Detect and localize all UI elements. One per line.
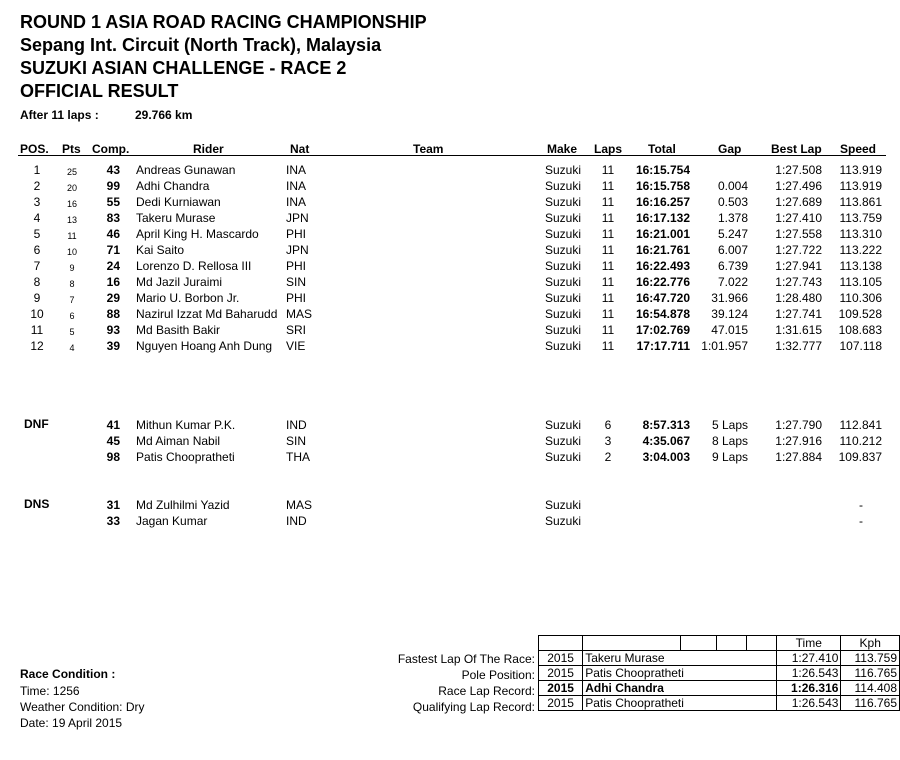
comp-cell: 29: [106, 291, 120, 305]
make-cell: Suzuki: [545, 450, 582, 464]
laps-cell: 11: [601, 243, 615, 257]
make-cell: Suzuki: [545, 275, 582, 289]
pos-cell: 3: [33, 195, 41, 209]
speed-cell: 109.837: [838, 450, 882, 464]
laps-cell: 2: [604, 450, 612, 464]
race-condition-title: Race Condition :: [20, 667, 116, 681]
pos-cell: 4: [33, 211, 41, 225]
rider-cell: Md Jazil Juraimi: [136, 275, 223, 289]
pos-cell: 8: [33, 275, 41, 289]
gap-cell: 8 Laps: [711, 434, 748, 448]
rider-cell: Dedi Kurniawan: [136, 195, 221, 209]
record-row: [539, 681, 900, 696]
col-laps: Laps: [594, 142, 623, 156]
speed-cell: -: [859, 514, 863, 528]
pts-cell: 9: [69, 263, 75, 273]
record-row: [539, 666, 900, 681]
total-cell: 16:16.257: [635, 195, 690, 209]
rider-cell: Lorenzo D. Rellosa III: [136, 259, 252, 273]
gap-cell: 9 Laps: [711, 450, 748, 464]
comp-cell: 98: [106, 450, 120, 464]
col-nat: Nat: [290, 142, 310, 156]
rider-cell: Kai Saito: [136, 243, 185, 257]
pos-cell: 9: [33, 291, 41, 305]
records-time-header: Time: [777, 636, 841, 651]
record-kph-cell: 113.759: [841, 651, 900, 666]
speed-cell: 113.222: [839, 243, 882, 257]
gap-cell: 6.007: [717, 243, 748, 257]
comp-cell: 71: [106, 243, 120, 257]
comp-cell: 33: [106, 514, 120, 528]
header-rule: [18, 155, 886, 156]
nat-cell: THA: [286, 450, 310, 464]
nat-cell: INA: [286, 179, 307, 193]
make-cell: Suzuki: [545, 227, 582, 241]
comp-cell: 41: [106, 418, 120, 432]
pos-cell: 6: [33, 243, 41, 257]
nat-cell: JPN: [286, 243, 309, 257]
championship-title: ROUND 1 ASIA ROAD RACING CHAMPIONSHIP: [20, 12, 427, 32]
nat-cell: PHI: [286, 259, 307, 273]
gap-cell: 0.503: [717, 195, 748, 209]
record-row: [539, 651, 900, 666]
laps-cell: 11: [601, 195, 615, 209]
record-kph-cell: 116.765: [841, 666, 900, 681]
laps-label: After 11 laps :: [20, 108, 99, 122]
dnf-label: DNF: [24, 417, 49, 431]
total-cell: 16:54.878: [635, 307, 690, 321]
speed-cell: 113.919: [839, 163, 882, 177]
rider-cell: Jagan Kumar: [136, 514, 208, 528]
rider-cell: Md Aiman Nabil: [136, 434, 221, 448]
best-lap-cell: 1:27.508: [775, 163, 822, 177]
nat-cell: PHI: [286, 291, 307, 305]
rider-cell: Md Basith Bakir: [136, 323, 221, 337]
nat-cell: SRI: [286, 323, 307, 337]
pts-cell: 8: [69, 279, 75, 289]
pts-cell: 25: [66, 167, 77, 177]
laps-cell: 11: [601, 291, 615, 305]
record-label: Race Lap Record:: [438, 684, 535, 698]
speed-cell: 110.306: [839, 291, 882, 305]
record-rider-cell: Adhi Chandra: [583, 681, 777, 696]
total-cell: 4:35.067: [642, 434, 690, 448]
total-cell: 16:21.761: [635, 243, 690, 257]
pts-cell: 13: [66, 215, 77, 225]
rider-cell: Nguyen Hoang Anh Dung: [136, 339, 273, 353]
pos-cell: 7: [33, 259, 41, 273]
pts-cell: 5: [69, 327, 75, 337]
speed-cell: 107.118: [839, 339, 882, 353]
pts-cell: 20: [66, 183, 77, 193]
circuit-title: Sepang Int. Circuit (North Track), Malaysia: [20, 35, 382, 55]
record-label: Pole Position:: [461, 668, 535, 682]
comp-cell: 24: [106, 259, 120, 273]
comp-cell: 45: [106, 434, 120, 448]
nat-cell: IND: [286, 514, 307, 528]
laps-cell: 11: [601, 179, 615, 193]
dns-label: DNS: [24, 497, 50, 511]
speed-cell: 113.861: [839, 195, 882, 209]
total-cell: 16:22.493: [635, 259, 690, 273]
make-cell: Suzuki: [545, 211, 582, 225]
result-title: OFFICIAL RESULT: [20, 81, 179, 101]
best-lap-cell: 1:27.790: [775, 418, 822, 432]
total-cell: 8:57.313: [642, 418, 690, 432]
make-cell: Suzuki: [545, 259, 582, 273]
col-rider: Rider: [193, 142, 224, 156]
speed-cell: 110.212: [839, 434, 882, 448]
race-title: SUZUKI ASIAN CHALLENGE - RACE 2: [20, 58, 347, 78]
total-cell: 16:15.754: [635, 163, 690, 177]
make-cell: Suzuki: [545, 291, 582, 305]
make-cell: Suzuki: [545, 323, 582, 337]
total-cell: 17:17.711: [636, 339, 690, 353]
pos-cell: 1: [33, 163, 41, 177]
pts-cell: 11: [67, 231, 77, 241]
record-time-cell: 1:27.410: [777, 651, 841, 666]
best-lap-cell: 1:27.916: [775, 434, 822, 448]
best-lap-cell: 1:27.689: [775, 195, 822, 209]
laps-cell: 11: [601, 227, 615, 241]
pts-cell: 7: [69, 295, 75, 305]
laps-cell: 11: [601, 323, 615, 337]
best-lap-cell: 1:27.558: [775, 227, 822, 241]
comp-cell: 16: [106, 275, 120, 289]
rider-cell: Patis Choopratheti: [136, 450, 235, 464]
make-cell: Suzuki: [545, 195, 582, 209]
comp-cell: 93: [106, 323, 120, 337]
comp-cell: 88: [106, 307, 120, 321]
nat-cell: IND: [286, 418, 307, 432]
best-lap-cell: 1:27.884: [775, 450, 822, 464]
comp-cell: 99: [106, 179, 120, 193]
col-comp: Comp.: [92, 142, 130, 156]
speed-cell: -: [859, 498, 863, 512]
best-lap-cell: 1:27.741: [775, 307, 822, 321]
make-cell: Suzuki: [545, 307, 582, 321]
record-rider-cell: Takeru Murase: [583, 651, 777, 666]
speed-cell: 109.528: [838, 307, 882, 321]
rider-cell: Nazirul Izzat Md Baharudd: [136, 307, 278, 321]
rider-cell: Takeru Murase: [136, 211, 216, 225]
total-cell: 16:21.001: [635, 227, 690, 241]
gap-cell: 31.966: [711, 291, 748, 305]
col-best-lap: Best Lap: [771, 142, 822, 156]
weather-condition: Weather Condition: Dry: [20, 700, 145, 714]
laps-cell: 11: [601, 259, 615, 273]
gap-cell: 6.739: [717, 259, 748, 273]
records-header-row: [539, 636, 900, 651]
rider-cell: Mario U. Borbon Jr.: [136, 291, 240, 305]
total-cell: 16:15.758: [635, 179, 690, 193]
rider-cell: Md Zulhilmi Yazid: [136, 498, 230, 512]
distance: 29.766 km: [135, 108, 193, 122]
rider-cell: Adhi Chandra: [136, 179, 210, 193]
col-speed: Speed: [840, 142, 877, 156]
speed-cell: 113.138: [839, 259, 882, 273]
col-make: Make: [547, 142, 578, 156]
nat-cell: SIN: [286, 434, 307, 448]
best-lap-cell: 1:27.410: [775, 211, 822, 225]
laps-cell: 11: [601, 163, 615, 177]
pts-cell: 4: [69, 343, 75, 353]
make-cell: Suzuki: [545, 498, 582, 512]
pts-cell: 16: [66, 199, 77, 209]
best-lap-cell: 1:31.615: [775, 323, 822, 337]
col-gap: Gap: [718, 142, 742, 156]
nat-cell: VIE: [286, 339, 306, 353]
records-table: [538, 635, 900, 711]
gap-cell: 7.022: [717, 275, 748, 289]
make-cell: Suzuki: [545, 418, 582, 432]
laps-cell: 6: [604, 418, 612, 432]
race-date: Date: 19 April 2015: [20, 716, 123, 730]
best-lap-cell: 1:32.777: [775, 339, 822, 353]
make-cell: Suzuki: [545, 514, 582, 528]
best-lap-cell: 1:28.480: [775, 291, 822, 305]
record-rider-cell: Patis Choopratheti: [583, 696, 777, 711]
best-lap-cell: 1:27.743: [775, 275, 822, 289]
make-cell: Suzuki: [545, 179, 582, 193]
record-time-cell: 1:26.543: [777, 696, 841, 711]
make-cell: Suzuki: [545, 243, 582, 257]
record-label: Qualifying Lap Record:: [412, 700, 535, 714]
col-pos: POS.: [20, 142, 49, 156]
make-cell: Suzuki: [545, 163, 582, 177]
nat-cell: JPN: [286, 211, 309, 225]
records-kph-header: Kph: [841, 636, 900, 651]
laps-cell: 11: [601, 339, 615, 353]
comp-cell: 83: [106, 211, 120, 225]
gap-cell: 5 Laps: [711, 418, 748, 432]
nat-cell: INA: [286, 195, 307, 209]
pos-cell: 5: [33, 227, 41, 241]
speed-cell: 113.105: [839, 275, 882, 289]
comp-cell: 31: [106, 498, 120, 512]
best-lap-cell: 1:27.496: [775, 179, 822, 193]
nat-cell: INA: [286, 163, 307, 177]
nat-cell: SIN: [286, 275, 307, 289]
record-year-cell: 2015: [539, 651, 583, 666]
nat-cell: MAS: [286, 307, 313, 321]
record-kph-cell: 116.765: [841, 696, 900, 711]
record-time-cell: 1:26.316: [777, 681, 841, 696]
comp-cell: 39: [106, 339, 120, 353]
total-cell: 16:22.776: [635, 275, 690, 289]
best-lap-cell: 1:27.941: [775, 259, 822, 273]
pos-cell: 10: [30, 307, 44, 321]
total-cell: 16:47.720: [635, 291, 690, 305]
record-row: [539, 696, 900, 711]
gap-cell: 39.124: [711, 307, 748, 321]
total-cell: 3:04.003: [642, 450, 690, 464]
laps-cell: 11: [601, 211, 615, 225]
rider-cell: April King H. Mascardo: [136, 227, 259, 241]
pos-cell: 11: [30, 323, 44, 337]
laps-cell: 11: [601, 275, 615, 289]
record-year-cell: 2015: [539, 696, 583, 711]
gap-cell: 47.015: [711, 323, 748, 337]
pts-cell: 6: [69, 311, 75, 321]
speed-cell: 108.683: [838, 323, 882, 337]
record-year-cell: 2015: [539, 666, 583, 681]
gap-cell: 1.378: [717, 211, 748, 225]
record-time-cell: 1:26.543: [777, 666, 841, 681]
comp-cell: 55: [106, 195, 120, 209]
total-cell: 17:02.769: [635, 323, 690, 337]
best-lap-cell: 1:27.722: [775, 243, 822, 257]
speed-cell: 112.841: [839, 418, 882, 432]
rider-cell: Mithun Kumar P.K.: [136, 418, 236, 432]
laps-cell: 11: [601, 307, 615, 321]
speed-cell: 113.919: [839, 179, 882, 193]
speed-cell: 113.310: [839, 227, 882, 241]
gap-cell: 1:01.957: [701, 339, 748, 353]
col-pts: Pts: [62, 142, 81, 156]
nat-cell: PHI: [286, 227, 307, 241]
nat-cell: MAS: [286, 498, 313, 512]
laps-cell: 3: [604, 434, 612, 448]
pts-cell: 10: [66, 247, 77, 257]
rider-cell: Andreas Gunawan: [136, 163, 236, 177]
pos-cell: 12: [30, 339, 44, 353]
gap-cell: 5.247: [717, 227, 748, 241]
col-total: Total: [648, 142, 676, 156]
make-cell: Suzuki: [545, 434, 582, 448]
record-label: Fastest Lap Of The Race:: [397, 652, 535, 666]
pos-cell: 2: [33, 179, 41, 193]
record-kph-cell: 114.408: [841, 681, 900, 696]
total-cell: 16:17.132: [635, 211, 690, 225]
record-year-cell: 2015: [539, 681, 583, 696]
race-time: Time: 1256: [20, 684, 80, 698]
record-rider-cell: Patis Choopratheti: [583, 666, 777, 681]
gap-cell: 0.004: [717, 179, 748, 193]
make-cell: Suzuki: [545, 339, 582, 353]
col-team: Team: [413, 142, 444, 156]
comp-cell: 46: [106, 227, 120, 241]
comp-cell: 43: [106, 163, 120, 177]
speed-cell: 113.759: [839, 211, 882, 225]
